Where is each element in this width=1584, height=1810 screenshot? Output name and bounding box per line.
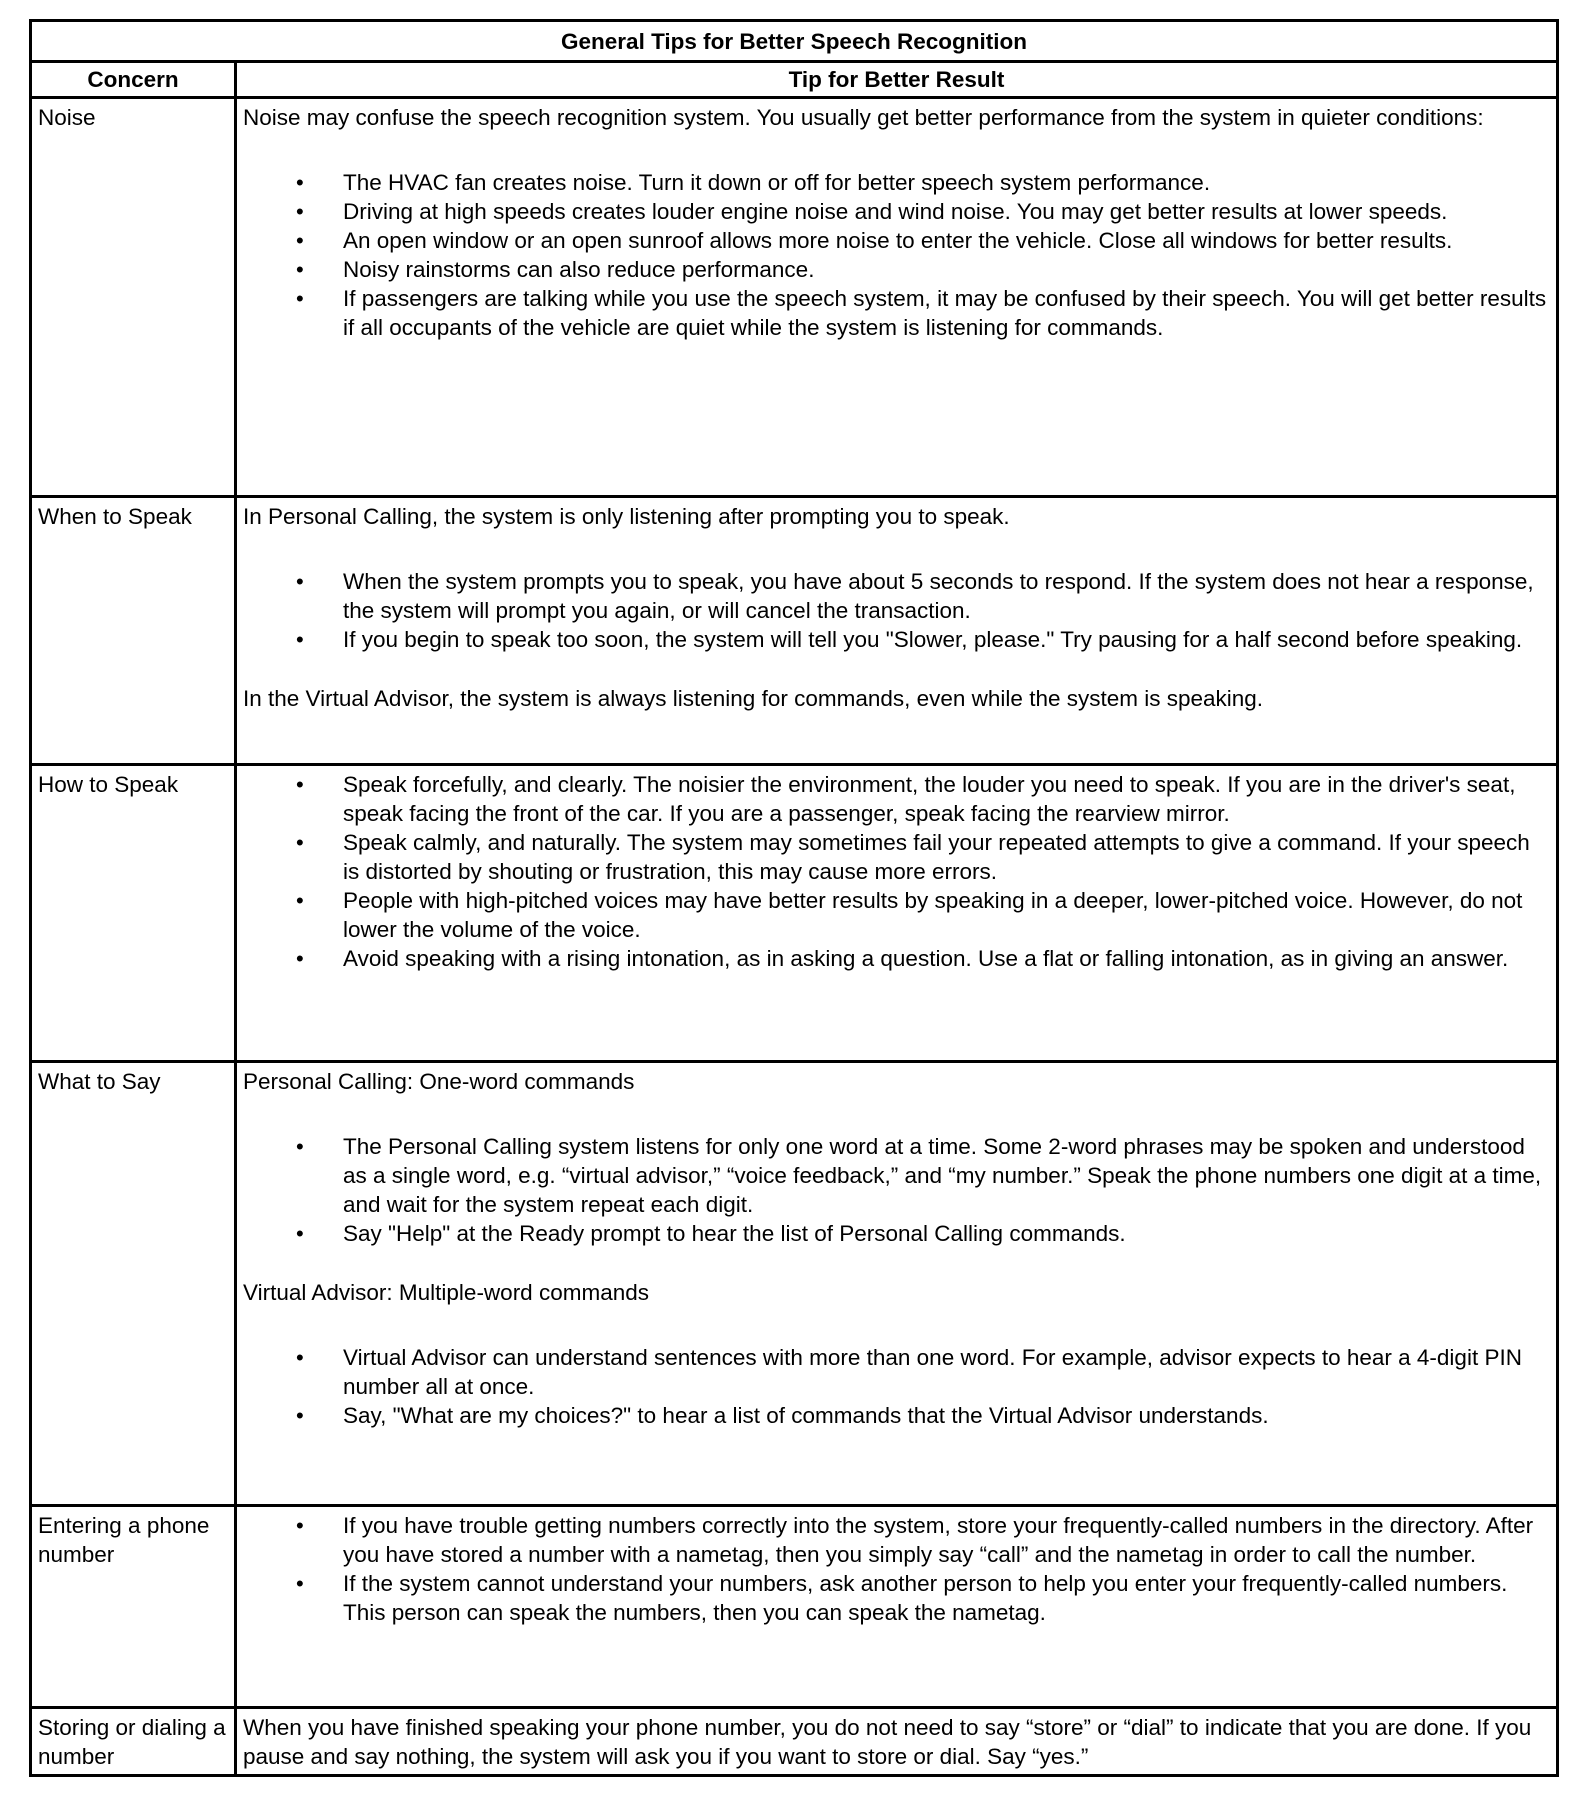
table-header-row <box>31 62 1558 98</box>
tip-bullet: • An open window or an open sunroof allows more noise to enter the vehicle. Close all windows for better results. <box>243 226 1550 255</box>
tip-bullet: • The Personal Calling system listens for only one word at a time. Some 2-word phrases may be spoken and understood as a single word, e.g. “virtual advisor,” “voice feedback,” and “my number.” Speak the phone numbers one digit at a time, and wait for the system repeat each digit. <box>243 1132 1550 1219</box>
tip-bullet-list <box>243 1511 1550 1627</box>
tip-bullet: • Avoid speaking with a rising intonation, as in asking a question. Use a flat or falling intonation, as in giving an answer. <box>243 944 1550 973</box>
tip-bullet: • If the system cannot understand your numbers, ask another person to help you enter your frequently-called numbers. This person can speak the numbers, then you can speak the nametag. <box>243 1569 1550 1627</box>
tip-bullet: • Speak forcefully, and clearly. The noisier the environment, the louder you need to speak. If you are in the driver's seat, speak facing the front of the car. If you are a passenger, speak facing the rearview mirror. <box>243 770 1550 828</box>
tip-bullet-list <box>243 770 1550 973</box>
table-row-how-to-speak <box>31 765 1558 1062</box>
tip-bullet-list <box>243 168 1550 342</box>
table-row-noise <box>31 98 1558 497</box>
tip-bullet: • If you have trouble getting numbers correctly into the system, store your frequently-called numbers in the directory. After you have stored a number with a nametag, then you simply say “call” and the nametag in order to call the number. <box>243 1511 1550 1569</box>
concern-cell: What to Say <box>31 1062 236 1506</box>
tip-intro: Noise may confuse the speech recognition system. You usually get better performance from the system in quieter conditions: <box>243 105 1484 130</box>
table-row-entering-phone-number <box>31 1506 1558 1708</box>
tip-cell <box>236 1062 1558 1506</box>
tip-bullet: • If passengers are talking while you use the speech system, it may be confused by their speech. You will get better results if all occupants of the vehicle are quiet while the system is listening for commands. <box>243 284 1550 342</box>
tip-cell <box>236 1708 1558 1776</box>
concern-cell: Storing or dialing a number <box>31 1708 236 1776</box>
table-row-what-to-say <box>31 1062 1558 1506</box>
tip-bullet: • Speak calmly, and naturally. The system may sometimes fail your repeated attempts to give a command. If your speech is distorted by shouting or frustration, this may cause more errors. <box>243 828 1550 886</box>
column-header-tip: Tip for Better Result <box>236 62 1558 98</box>
tip-bullet: • Say, "What are my choices?" to hear a list of commands that the Virtual Advisor understands. <box>243 1401 1550 1430</box>
tip-bullet: • Noisy rainstorms can also reduce performance. <box>243 255 1550 284</box>
tip-intro: In Personal Calling, the system is only listening after prompting you to speak. <box>243 504 1010 529</box>
concern-cell: How to Speak <box>31 765 236 1062</box>
tip-intro: When you have finished speaking your phone number, you do not need to say “store” or “dial” to indicate that you are done. If you pause and say nothing, the system will ask you if you want to store or dial. Say “yes.” <box>243 1715 1532 1769</box>
concern-cell: Noise <box>31 98 236 497</box>
table-title: General Tips for Better Speech Recognition <box>31 21 1558 62</box>
table-title-row <box>31 21 1558 62</box>
tip-bullet-list <box>243 567 1550 654</box>
table-row-storing-or-dialing <box>31 1708 1558 1776</box>
tip-section-heading: Personal Calling: One-word commands <box>243 1069 635 1094</box>
tip-bullet: • Virtual Advisor can understand sentences with more than one word. For example, advisor expects to hear a 4-digit PIN number all at once. <box>243 1343 1550 1401</box>
tip-bullet: • The HVAC fan creates noise. Turn it down or off for better speech system performance. <box>243 168 1550 197</box>
tip-outro: In the Virtual Advisor, the system is always listening for commands, even while the system is speaking. <box>243 686 1264 711</box>
tip-bullet: • When the system prompts you to speak, you have about 5 seconds to respond. If the system does not hear a response, the system will prompt you again, or will cancel the transaction. <box>243 567 1550 625</box>
tip-bullet: • If you begin to speak too soon, the system will tell you "Slower, please." Try pausing for a half second before speaking. <box>243 625 1550 654</box>
concern-cell: When to Speak <box>31 497 236 765</box>
tip-bullet-list <box>243 1343 1550 1430</box>
table-row-when-to-speak <box>31 497 1558 765</box>
tip-cell <box>236 1506 1558 1708</box>
tip-bullet: • Driving at high speeds creates louder engine noise and wind noise. You may get better results at lower speeds. <box>243 197 1550 226</box>
tip-bullet: • Say "Help" at the Ready prompt to hear the list of Personal Calling commands. <box>243 1219 1550 1248</box>
concern-cell: Entering a phone number <box>31 1506 236 1708</box>
tip-cell <box>236 98 1558 497</box>
speech-tips-table <box>29 19 1559 1777</box>
tip-bullet: • People with high-pitched voices may have better results by speaking in a deeper, lower-pitched voice. However, do not lower the volume of the voice. <box>243 886 1550 944</box>
column-header-concern: Concern <box>31 62 236 98</box>
tip-bullet-list <box>243 1132 1550 1248</box>
tip-section-heading: Virtual Advisor: Multiple-word commands <box>243 1280 649 1305</box>
tip-cell <box>236 497 1558 765</box>
tip-cell <box>236 765 1558 1062</box>
